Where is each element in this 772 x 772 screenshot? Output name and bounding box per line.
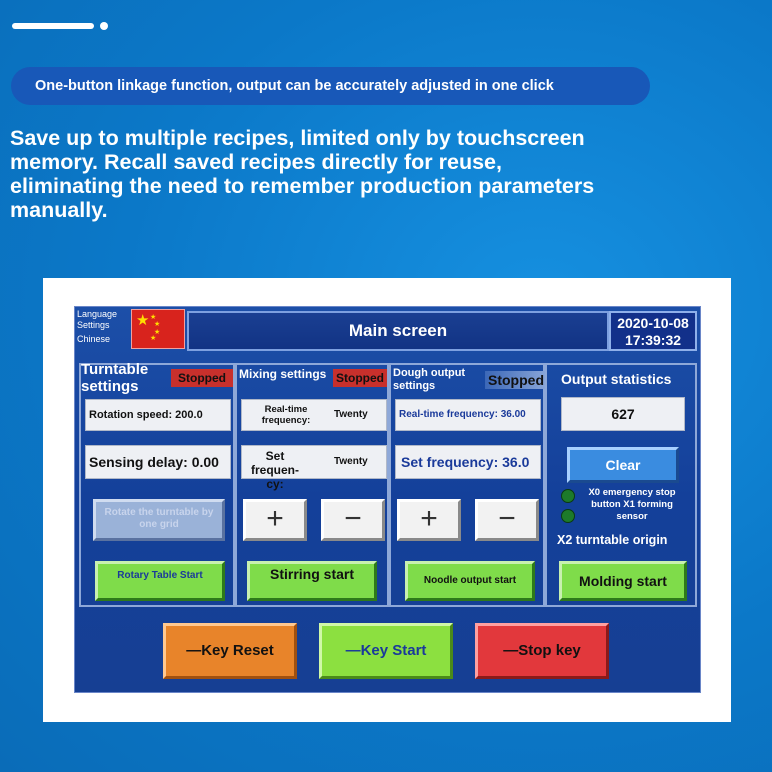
mixing-realtime-label: Real-time frequency: xyxy=(261,404,311,426)
output-title: Output statistics xyxy=(561,371,672,387)
turntable-status: Stopped xyxy=(171,369,233,387)
bottom-key-bar xyxy=(75,609,700,692)
date: 2020-10-08 xyxy=(617,315,689,331)
date-time xyxy=(609,311,697,351)
output-count: 627 xyxy=(561,397,685,431)
output-panel xyxy=(545,363,697,607)
screen-title: Main screen xyxy=(187,311,609,351)
mixing-set-label: Set frequen-cy: xyxy=(251,449,299,491)
clear-button[interactable]: Clear xyxy=(567,447,679,483)
dough-panel xyxy=(389,363,545,607)
dough-title: Dough output settings xyxy=(393,367,466,392)
stirring-start-button[interactable]: Stirring start xyxy=(247,561,377,601)
mixing-set-value: Twenty xyxy=(334,456,368,467)
time: 17:39:32 xyxy=(624,332,682,348)
turntable-title: Turntable settings xyxy=(81,361,149,395)
dough-status: Stopped xyxy=(485,371,547,389)
dough-plus-button[interactable]: + xyxy=(397,499,461,541)
feature-banner: One-button linkage function, output can be accurately adjusted in one click xyxy=(11,67,650,105)
language-settings-label: Language Settings xyxy=(77,309,118,330)
hmi-screen xyxy=(74,306,701,693)
stop-key-button[interactable]: —Stop key xyxy=(475,623,609,679)
dough-minus-button[interactable]: − xyxy=(475,499,539,541)
rotation-speed-field[interactable]: Rotation speed: 200.0 xyxy=(85,399,231,431)
dough-set-field[interactable]: Set frequency: 36.0 xyxy=(395,445,541,479)
rotary-table-start-button[interactable]: Rotary Table Start xyxy=(95,561,225,601)
mixing-status: Stopped xyxy=(333,369,387,387)
mixing-panel xyxy=(235,363,389,607)
rotate-one-grid-button[interactable]: Rotate the turntable by one grid xyxy=(93,499,225,541)
molding-start-button[interactable]: Molding start xyxy=(559,561,687,601)
key-start-button[interactable]: —Key Start xyxy=(319,623,453,679)
mixing-set-field[interactable] xyxy=(241,445,387,491)
key-reset-button[interactable]: —Key Reset xyxy=(163,623,297,679)
china-flag-icon[interactable]: ★ ★ ★ ★ ★ xyxy=(131,309,185,349)
language-settings[interactable] xyxy=(77,309,131,345)
language-value: Chinese xyxy=(77,334,111,344)
headline: Save up to multiple recipes, limited only by touchscreen memory. Recall saved recipes directly for reuse, eliminating the need to remember production parameters manually. xyxy=(10,126,595,222)
mixing-realtime-value: Twenty xyxy=(334,409,368,420)
mixing-plus-button[interactable]: + xyxy=(243,499,307,541)
turntable-panel xyxy=(79,363,235,607)
sensor-status-text: X0 emergency stop button X1 forming sensor xyxy=(588,487,676,522)
x1-indicator-icon xyxy=(561,509,575,523)
x0-indicator-icon xyxy=(561,489,575,503)
mixing-minus-button[interactable]: − xyxy=(321,499,385,541)
decorative-dot xyxy=(100,22,108,30)
noodle-output-start-button[interactable]: Noodle output start xyxy=(405,561,535,601)
decorative-bar xyxy=(12,23,94,29)
sensing-delay-field[interactable]: Sensing delay: 0.00 xyxy=(85,445,231,479)
turntable-origin-text: X2 turntable origin xyxy=(557,533,668,547)
mixing-realtime-field[interactable] xyxy=(241,399,387,431)
dough-realtime-field[interactable]: Real-time frequency: 36.00 xyxy=(395,399,541,431)
mixing-title: Mixing settings xyxy=(239,367,327,381)
